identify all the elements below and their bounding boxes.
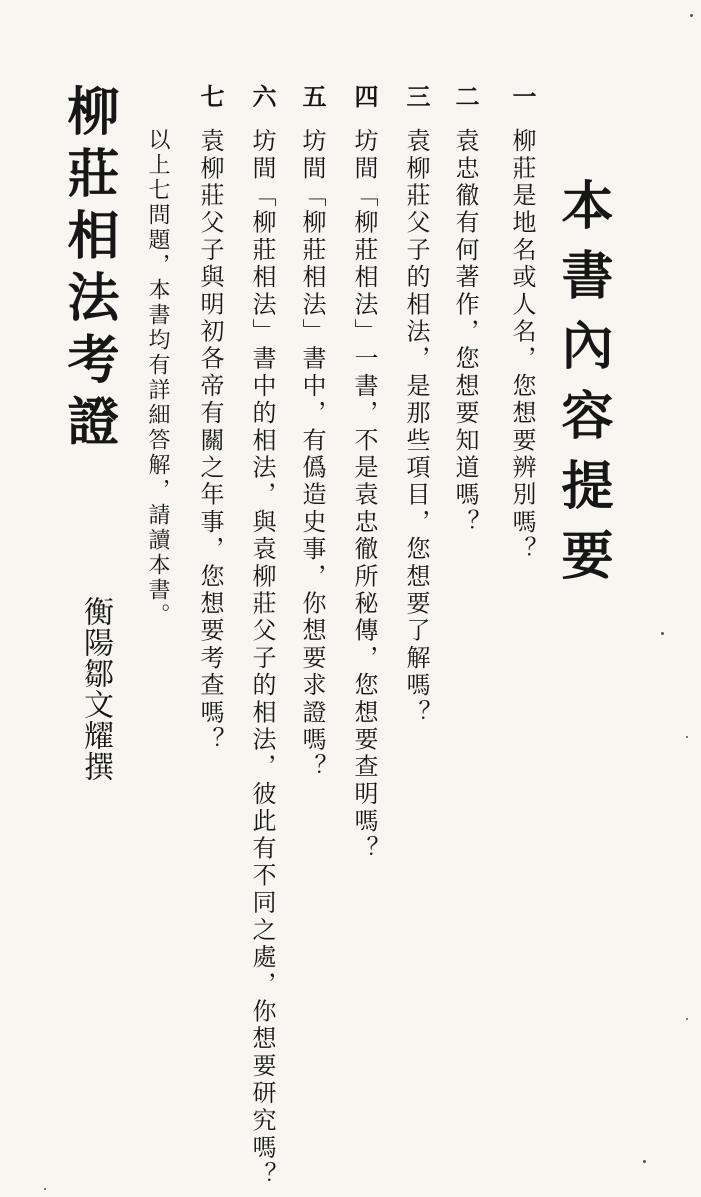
author-credit: 衡陽鄒文耀撰 <box>78 596 113 782</box>
print-speck <box>690 14 693 17</box>
item-number-2: 二 <box>451 84 480 108</box>
item-text-5: 坊間「柳莊相法」書中，有僞造史事，你想要求證嗎？ <box>298 128 326 781</box>
item-text-2: 袁忠徹有何著作，您想要知道嗎？ <box>451 128 479 536</box>
item-number-1: 一 <box>508 84 537 108</box>
item-number-6: 六 <box>248 84 277 108</box>
item-number-7: 七 <box>196 84 225 108</box>
item-number-5: 五 <box>298 84 327 108</box>
item-text-7: 袁柳莊父子與明初各帝有關之年事，您想要考查嗎？ <box>196 128 224 754</box>
item-text-6: 坊間「柳莊相法」書中的相法，與袁柳莊父子的相法，彼此有不同之處，你想要研究嗎？ <box>248 128 276 1189</box>
item-text-3: 袁柳莊父子的相法，是那些項目，您想要了解嗎？ <box>402 128 430 727</box>
section-heading: 本書內容提要 <box>552 178 613 598</box>
print-speck <box>643 1160 646 1163</box>
print-speck <box>686 736 688 738</box>
item-number-3: 三 <box>402 84 431 108</box>
print-speck <box>661 632 664 635</box>
book-title: 柳莊相法考證 <box>58 84 119 456</box>
print-speck <box>44 1188 46 1190</box>
item-text-4: 坊間「柳莊相法」一書，不是袁忠徹所秘傳，您想要查明嗎？ <box>350 128 378 863</box>
summary-note: 以上七問題，本書均有詳細答解，請讀本書。 <box>145 128 170 628</box>
print-speck <box>686 1018 688 1020</box>
item-text-1: 柳莊是地名或人名，您想要辨別嗎？ <box>508 128 536 564</box>
item-number-4: 四 <box>350 84 379 108</box>
